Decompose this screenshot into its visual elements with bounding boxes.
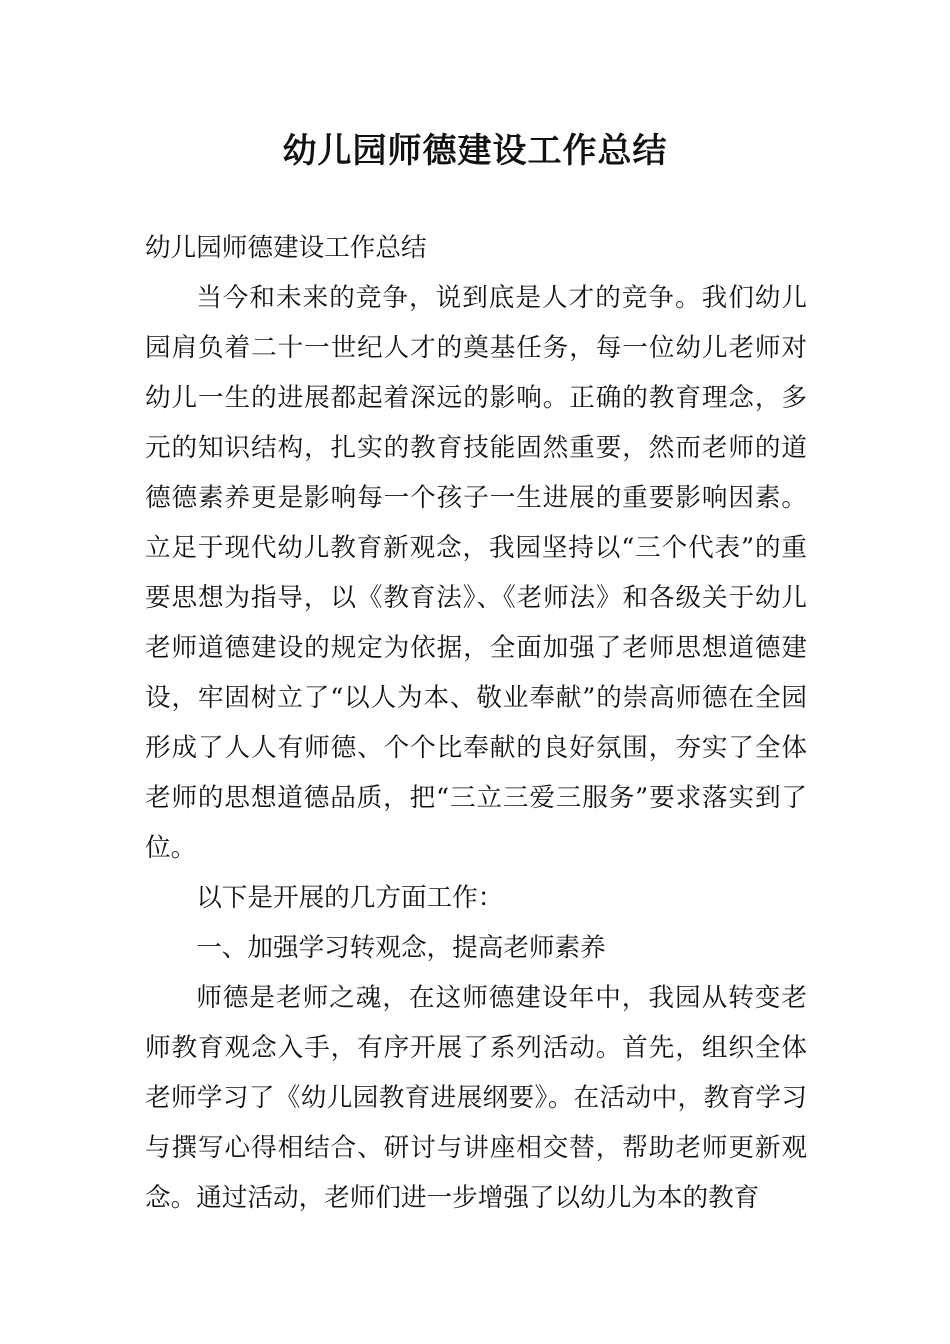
document-body	[145, 223, 807, 1223]
paragraph-intro: 当今和未来的竞争，说到底是人才的竞争。我们幼儿园肩负着二十一世纪人才的奠基任务，每一位幼儿老师对幼儿一生的进展都起着深远的影响。正确的教育理念，多元的知识结构，扎实的教育技能固然重要，然而老师的道德德素养更是影响每一个孩子一生进展的重要影响因素。立足于现代幼儿教育新观念，我园坚持以“三个代表”的重要思想为指导，以《教育法》、《老师法》和各级关于幼儿老师道德建设的规定为依据，全面加强了老师思想道德建设，牢固树立了“以人为本、敬业奉献”的崇高师德在全园形成了人人有师德、个个比奉献的良好氛围，夯实了全体老师的思想道德品质，把“三立三爱三服务”要求落实到了位。	[145, 283, 807, 863]
paragraph-work-intro: 以下是开展的几方面工作：	[196, 883, 504, 913]
section-heading-1: 一、加强学习转观念，提高老师素养	[196, 933, 606, 963]
document-subtitle: 幼儿园师德建设工作总结	[145, 233, 427, 263]
paragraph-section-1: 师德是老师之魂，在这师德建设年中，我园从转变老师教育观念入手，有序开展了系列活动。首先，组织全体老师学习了《幼儿园教育进展纲要》。在活动中，教育学习与撰写心得相结合、研讨与讲座相交替，帮助老师更新观念。通过活动，老师们进一步增强了以幼儿为本的教育	[145, 983, 807, 1213]
document-title: 幼儿园师德建设工作总结	[282, 131, 668, 171]
